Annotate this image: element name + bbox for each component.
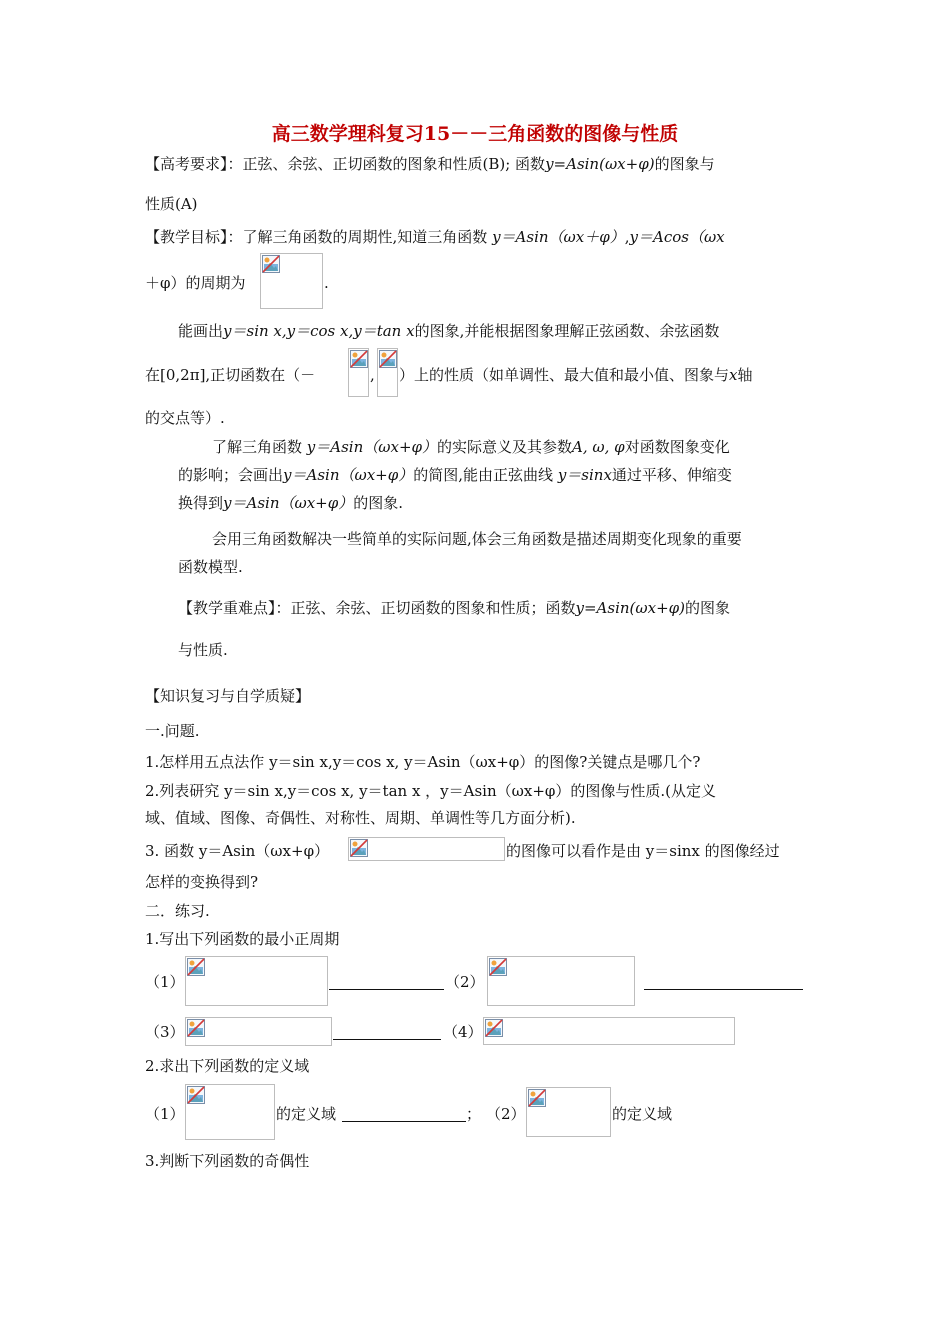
- broken-image-icon: [187, 1086, 205, 1104]
- goals-period-end: .: [324, 274, 329, 292]
- draw-x: x: [729, 366, 738, 384]
- function-formula-image: [348, 837, 505, 861]
- broken-image-icon: [262, 255, 280, 273]
- exercise-1-item-1-label: （1）: [145, 973, 185, 991]
- key-points-text-end: 的图象: [685, 599, 731, 617]
- draw-text-2: 的图象,并能根据图象理解正弦函数、余弦函数: [414, 322, 720, 340]
- exercise-2-semicolon: ；: [466, 1105, 482, 1123]
- interval-comma: ,: [370, 366, 375, 384]
- exercise-1-item-4-image: [483, 1017, 735, 1045]
- understand-formula-2: y＝Asin（ωx+φ）: [283, 466, 414, 484]
- understand-text-6: 通过平移、伸缩变: [611, 466, 732, 484]
- draw-text: 能画出: [178, 322, 224, 340]
- understand-text-8: 的图象.: [353, 494, 404, 512]
- question-3-start: 3. 函数 y＝Asin（ωx+φ）: [145, 842, 330, 860]
- understand-text-4: 的影响；会画出: [178, 466, 284, 484]
- exercise-1-item-3-image: [185, 1017, 332, 1046]
- understand-text-3: 对函数图象变化: [624, 438, 730, 456]
- exercise-1-item-2-image: [487, 956, 635, 1006]
- exercise-1-item-1-answer-line: [329, 989, 444, 990]
- understand-formula-3: y＝sinx: [557, 466, 612, 484]
- question-2-line-2: 域、值域、图像、奇偶性、对称性、周期、单调性等几方面分析).: [145, 809, 576, 827]
- exercise-1-item-3-label: （3）: [145, 1023, 185, 1041]
- requirements-text-end: 的图象与: [654, 155, 715, 173]
- broken-image-icon: [187, 1019, 205, 1037]
- goals-sep: ,: [624, 228, 630, 246]
- key-points-text: 【教学重难点】：正弦、余弦、正切函数的图象和性质；函数: [178, 599, 576, 617]
- understand-vars: A, ω, φ: [572, 438, 625, 456]
- understand-text: 了解三角函数: [212, 438, 303, 456]
- broken-image-icon: [350, 839, 368, 857]
- understand-text-5: 的简图,能由正弦曲线: [413, 466, 554, 484]
- goals-line-2: ＋φ）的周期为: [145, 274, 246, 292]
- section-questions: 一.问题.: [145, 722, 200, 740]
- exercise-1-item-2-label: （2）: [445, 973, 485, 991]
- goals-line: [145, 227, 725, 247]
- exercise-2-item-1-label: （1）: [145, 1105, 185, 1123]
- broken-image-icon: [485, 1019, 503, 1037]
- exercise-2-item-2-domain-text: 的定义域: [612, 1105, 673, 1123]
- understand-text-7: 换得到: [178, 494, 224, 512]
- draw-line-1: [178, 321, 719, 341]
- period-formula-image: [260, 253, 323, 309]
- apply-line-2: 函数模型.: [178, 558, 243, 576]
- apply-line-1: 会用三角函数解决一些简单的实际问题,体会三角函数是描述周期变化现象的重要: [212, 530, 742, 548]
- exercise-2-item-1-answer-line: [342, 1121, 466, 1122]
- question-3-end: 的图像可以看作是由 y＝sinx 的图像经过: [506, 842, 780, 860]
- draw-props: ）上的性质（如单调性、最大值和最小值、图象与: [399, 366, 730, 384]
- requirements-text: 【高考要求】：正弦、余弦、正切函数的图象和性质(B); 函数: [145, 155, 546, 173]
- exercise-2-item-1-image: [185, 1084, 275, 1140]
- understand-text-2: 的实际意义及其参数: [437, 438, 573, 456]
- exercise-1-item-3-answer-line: [333, 1039, 441, 1040]
- exercise-1-item-4-label: （4）: [443, 1023, 483, 1041]
- review-heading: 【知识复习与自学质疑】: [145, 687, 311, 705]
- exercise-1-label: 1.写出下列函数的最小正周期: [145, 930, 340, 948]
- question-2-line-1: 2.列表研究 y＝sin x,y＝cos x, y＝tan x ，y＝Asin（ωx+φ）的图像与性质.(从定义: [145, 782, 717, 800]
- understand-line-3: [178, 493, 403, 513]
- goals-formula-sin: y＝Asin（ωx＋φ）: [492, 228, 625, 246]
- question-3-line-2: 怎样的变换得到?: [145, 873, 259, 891]
- exercise-2-item-2-image: [526, 1087, 611, 1137]
- exercise-3-label: 3.判断下列函数的奇偶性: [145, 1152, 310, 1170]
- exercise-2-item-2-label: （2）: [486, 1105, 526, 1123]
- broken-image-icon: [187, 958, 205, 976]
- key-points-line-2: 与性质.: [178, 641, 228, 659]
- broken-image-icon: [489, 958, 507, 976]
- requirements-formula: y=Asin(ωx+φ): [545, 155, 655, 173]
- question-1: 1.怎样用五点法作 y＝sin x,y＝cos x, y＝Asin（ωx+φ）的图像?关键点是哪几个?: [145, 753, 701, 771]
- neg-pi-half-image: [348, 348, 369, 397]
- broken-image-icon: [379, 350, 397, 368]
- draw-formulas: y＝sin x,y＝cos x,y＝tan x: [223, 322, 415, 340]
- draw-axis: 轴: [737, 366, 753, 384]
- requirements-line: [145, 154, 715, 174]
- exercise-2-item-1-domain-text: 的定义域: [276, 1105, 337, 1123]
- requirements-line-2: 性质(A): [145, 195, 198, 213]
- exercise-2-label: 2.求出下列函数的定义域: [145, 1057, 310, 1075]
- exercise-1-item-2-answer-line: [644, 989, 803, 990]
- understand-line-2: [178, 465, 732, 485]
- broken-image-icon: [528, 1089, 546, 1107]
- understand-formula-4: y＝Asin（ωx+φ）: [223, 494, 354, 512]
- key-points-line: [178, 598, 730, 618]
- goals-formula-cos: y＝Acos（ωx: [629, 228, 725, 246]
- goals-text: 【教学目标】：了解三角函数的周期性,知道三角函数: [145, 228, 488, 246]
- pi-half-image: [377, 348, 398, 397]
- understand-formula: y＝Asin（ωx+φ）: [306, 438, 438, 456]
- draw-line-3: 的交点等）.: [145, 409, 225, 427]
- section-exercises: 二．练习.: [145, 902, 210, 920]
- key-points-formula: y=Asin(ωx+φ): [575, 599, 686, 617]
- broken-image-icon: [350, 350, 368, 368]
- understand-line-1: [212, 437, 730, 457]
- page-title: 高三数学理科复习15－－三角函数的图像与性质: [271, 123, 679, 145]
- draw-line-2-start: 在[0,2π],正切函数在（－: [145, 366, 316, 384]
- exercise-1-item-1-image: [185, 956, 328, 1006]
- draw-line-2-end: [399, 365, 753, 385]
